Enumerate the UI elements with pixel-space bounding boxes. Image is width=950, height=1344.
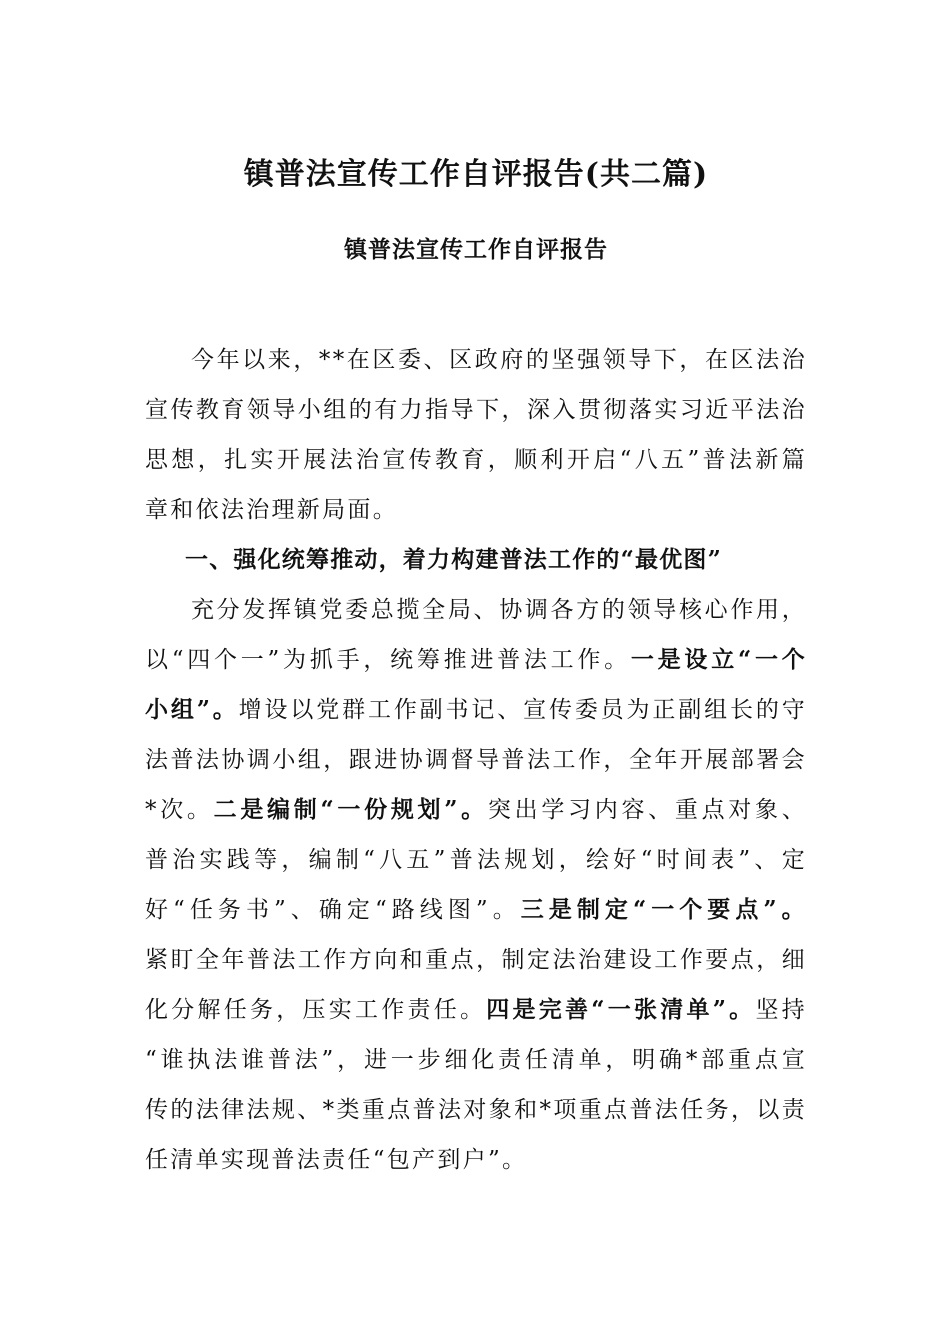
text-run: 化分解任务，压实工作责任。 bbox=[145, 997, 487, 1023]
paragraph-line bbox=[145, 785, 807, 835]
paragraph-line bbox=[145, 685, 807, 735]
text-run: *次。 bbox=[145, 797, 214, 823]
document-body bbox=[145, 335, 807, 1185]
text-run: 坚持 bbox=[755, 997, 807, 1023]
paragraph-line bbox=[145, 635, 807, 685]
document-title: 镇普法宣传工作自评报告(共二篇) bbox=[243, 157, 709, 192]
section-heading: 一、强化统筹推动，着力构建普法工作的“最优图” bbox=[185, 546, 723, 573]
bold-run: 二是编制“一份规划”。 bbox=[213, 796, 488, 823]
paragraph-line bbox=[145, 985, 807, 1035]
text-run: 以“四个一”为抓手，统筹推进普法工作。 bbox=[145, 647, 631, 673]
paragraph-line: 任清单实现普法责任“包产到户”。 bbox=[145, 1147, 528, 1173]
intro-line: 章和依法治理新局面。 bbox=[145, 497, 398, 523]
bold-run: 三是制定“一个要点”。 bbox=[520, 896, 807, 923]
document-subtitle: 镇普法宣传工作自评报告 bbox=[344, 236, 608, 263]
paragraph-line: 传的法律法规、*类重点普法对象和*项重点普法任务，以责 bbox=[145, 1097, 807, 1123]
intro-line: 今年以来，**在区委、区政府的坚强领导下，在区法治 bbox=[191, 347, 807, 373]
text-run: 增设以党群工作副书记、宣传委员为正副组长的守 bbox=[238, 697, 807, 723]
paragraph-line: 法普法协调小组，跟进协调督导普法工作，全年开展部署会 bbox=[145, 747, 807, 773]
bold-run: 小组”。 bbox=[145, 696, 239, 723]
text-run: 好“任务书”、确定“路线图”。 bbox=[145, 897, 521, 923]
paragraph-line: “谁执法谁普法”，进一步细化责任清单，明确*部重点宣 bbox=[145, 1047, 807, 1073]
text-run: 突出学习内容、重点对象、 bbox=[487, 797, 807, 823]
paragraph-line: 充分发挥镇党委总揽全局、协调各方的领导核心作用， bbox=[191, 597, 807, 623]
paragraph-line bbox=[145, 885, 807, 935]
intro-line: 思想，扎实开展法治宣传教育，顺利开启“八五”普法新篇 bbox=[145, 447, 807, 473]
paragraph-line: 普治实践等，编制“八五”普法规划，绘好“时间表”、定 bbox=[145, 847, 807, 873]
bold-run: 四是完善“一张清单”。 bbox=[486, 996, 756, 1023]
intro-line: 宣传教育领导小组的有力指导下，深入贯彻落实习近平法治 bbox=[145, 397, 807, 423]
bold-run: 一是设立“一个 bbox=[630, 646, 807, 673]
paragraph-line: 紧盯全年普法工作方向和重点，制定法治建设工作要点，细 bbox=[145, 947, 807, 973]
